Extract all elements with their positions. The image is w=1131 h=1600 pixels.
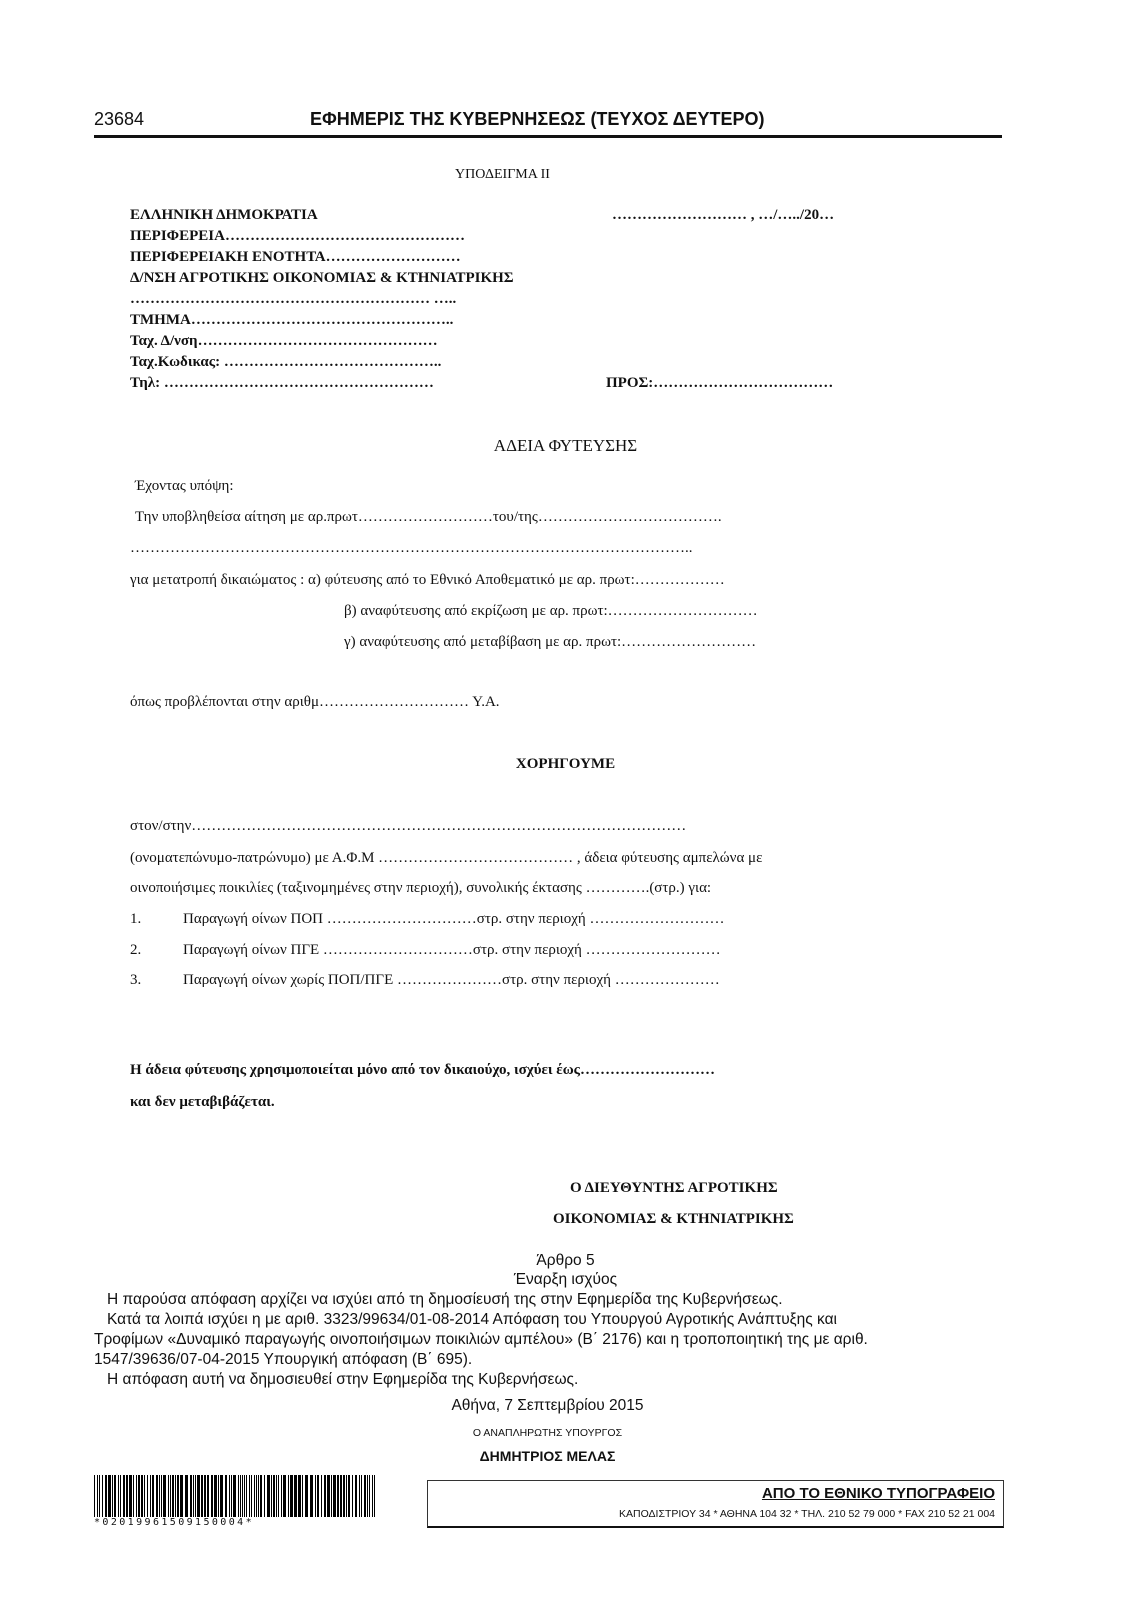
barcode-bar	[244, 1475, 245, 1517]
barcode-bar	[177, 1475, 179, 1517]
barcode-digits: *02019961509150004*	[94, 1517, 254, 1528]
journal-title: ΕΦΗΜΕΡΙΣ ΤΗΣ ΚΥΒΕΡΝΗΣΕΩΣ (ΤΕΥΧΟΣ ΔΕΥΤΕΡΟ)	[310, 109, 765, 129]
issuer-line: Δ/ΝΣΗ ΑΓΡΟΤΙΚΗΣ ΟΙΚΟΝΟΜΙΑΣ & ΚΤΗΝΙΑΤΡΙΚΗΣ	[130, 270, 514, 286]
minister-title: Ο ΑΝΑΠΛΗΡΩΤΗΣ ΥΠΟΥΡΓΟΣ	[472, 1427, 623, 1439]
barcode-bar	[94, 1475, 95, 1517]
publisher-box	[427, 1480, 1004, 1528]
barcode-bar	[133, 1475, 134, 1517]
barcode-bar	[317, 1475, 319, 1517]
barcode-bar	[185, 1475, 188, 1517]
conversion-option-a: για μετατροπή δικαιώματος : α) φύτευσης από το Εθνικό Αποθεματικό με αρ. πρωτ:………………	[130, 572, 725, 588]
barcode-bar	[168, 1475, 169, 1517]
signatory-title: Ο ΔΙΕΥΘΥΝΤΗΣ ΑΓΡΟΤΙΚΗΣ	[570, 1180, 778, 1196]
barcode-bar	[112, 1475, 113, 1517]
barcode-bar	[114, 1475, 116, 1517]
barcode-bar	[105, 1475, 107, 1517]
barcode-bar	[340, 1475, 342, 1517]
issuer-line: ΠΕΡΙΦΕΡΕΙΑΚΗ ΕΝΟΤΗΤΑ………………………	[130, 249, 461, 265]
non-transferable-notice: και δεν μεταβιβάζεται.	[130, 1094, 275, 1110]
barcode-bar	[118, 1475, 119, 1517]
barcode-bar	[352, 1475, 353, 1517]
barcode-bar	[233, 1475, 236, 1517]
issuer-line: ΠΕΡΙΦΕΡΕΙΑ…………………………………………	[130, 228, 465, 244]
publisher-name: ΑΠΟ ΤΟ ΕΘΝΙΚΟ ΤΥΠΟΓΡΑΦΕΙΟ	[761, 1485, 995, 1502]
barcode-bar	[374, 1475, 375, 1517]
barcode-bar	[159, 1475, 160, 1517]
grant-title: ΧΟΡΗΓΟΥΜΕ	[515, 756, 616, 772]
issuer-line: ΤΜΗΜΑ……………………………………………..	[130, 312, 454, 328]
article-paragraph: Τροφίμων «Δυναμικό παραγωγής οινοποιήσιμων ποικιλιών αμπέλου» (Β΄ 2176) και η τροποποιητική της με αριθ.	[94, 1331, 868, 1348]
article-number: Άρθρο 5	[536, 1252, 595, 1269]
barcode-bar	[144, 1475, 145, 1517]
signatory-department: ΟΙΚΟΝΟΜΙΑΣ & ΚΤΗΝΙΑΤΡΙΚΗΣ	[553, 1211, 794, 1227]
barcode-bar	[141, 1475, 143, 1517]
barcode-bar	[327, 1475, 330, 1517]
barcode-bar	[273, 1475, 275, 1517]
header-divider	[94, 135, 1002, 138]
article-paragraph: Κατά τα λοιπά ισχύει η με αριθ. 3323/99634/01-08-2014 Απόφαση του Υπουργού Αγροτικής Ανάπτυξης και	[107, 1311, 837, 1328]
list-item: Παραγωγή οίνων ΠΓΕ …………………………στρ. στην περιοχή ………………………	[183, 942, 721, 958]
barcode-bar	[367, 1475, 368, 1517]
list-item-number: 1.	[130, 911, 142, 927]
page-number: 23684	[94, 109, 145, 129]
barcode-bar	[276, 1475, 277, 1517]
barcode-bar	[207, 1475, 209, 1517]
dotted-line: …………………………………………………………………………………………………..	[130, 540, 693, 556]
minister-name: ΔΗΜΗΤΡΙΟΣ ΜΕΛΑΣ	[479, 1448, 616, 1464]
barcode-bar	[372, 1475, 373, 1517]
barcode-bar	[294, 1475, 297, 1517]
barcode-bar	[193, 1475, 194, 1517]
conversion-option-c: γ) αναφύτευσης από μεταβίβαση με αρ. πρωτ:………………………	[344, 634, 757, 650]
grant-recipient-line: στον/στην………………………………………………………………………………………	[130, 818, 687, 834]
barcode-bar	[346, 1475, 347, 1517]
barcode-bar	[251, 1475, 252, 1517]
barcode-bar	[249, 1475, 250, 1517]
publisher-address: ΚΑΠΟΔΙΣΤΡΙΟΥ 34 * ΑΘΗΝΑ 104 32 * ΤΗΛ. 210 52 79 000 * FAX 210 52 21 004	[619, 1508, 995, 1520]
barcode-bar	[240, 1475, 241, 1517]
barcode-bar	[120, 1475, 121, 1517]
article-paragraph: 1547/39636/07-04-2015 Υπουργική απόφαση (Β΄ 695).	[94, 1351, 473, 1368]
barcode-bar	[258, 1475, 259, 1517]
barcode-bar	[147, 1475, 148, 1517]
barcode-bar	[278, 1475, 279, 1517]
barcode-bar	[229, 1475, 230, 1517]
barcode-bar	[211, 1475, 213, 1517]
list-item: Παραγωγή οίνων χωρίς ΠΟΠ/ΠΓΕ …………………στρ. στην περιοχή …………………	[183, 972, 720, 988]
barcode-bar	[364, 1475, 366, 1517]
barcode-bar	[129, 1475, 132, 1517]
barcode-bar	[163, 1475, 166, 1517]
barcode-bar	[108, 1475, 111, 1517]
barcode-bar	[190, 1475, 192, 1517]
barcode-bar	[102, 1475, 103, 1517]
barcode-bar	[369, 1475, 370, 1517]
barcode-bar	[204, 1475, 206, 1517]
barcode-bar	[288, 1475, 289, 1517]
list-item: Παραγωγή οίνων ΠΟΠ …………………………στρ. στην περιοχή ………………………	[183, 911, 725, 927]
barcode-bar	[290, 1475, 293, 1517]
date-line: ……………………… , …/…../20…	[612, 207, 835, 223]
grant-tax-line: (ονοματεπώνυμο-πατρώνυμο) με Α.Φ.Μ ………………………………… , άδεια φύτευσης αμπελώνα με	[130, 850, 763, 866]
barcode-bar	[315, 1475, 316, 1517]
barcode-bar	[123, 1475, 125, 1517]
barcode-bar	[246, 1475, 247, 1517]
barcode-bar	[321, 1475, 322, 1517]
barcode-bar	[348, 1475, 350, 1517]
barcode-bar	[197, 1475, 200, 1517]
barcode-bar	[97, 1475, 98, 1517]
barcode-bar	[343, 1475, 345, 1517]
barcode-bar	[180, 1475, 183, 1517]
barcode-bar	[359, 1475, 360, 1517]
barcode-bar	[220, 1475, 223, 1517]
validity-notice: Η άδεια φύτευσης χρησιμοποιείται μόνο από τον δικαιούχο, ισχύει έως………………………	[130, 1062, 715, 1078]
barcode-bar	[126, 1475, 128, 1517]
barcode-bar	[361, 1475, 362, 1517]
barcode-bar	[99, 1475, 100, 1517]
barcode-bar	[264, 1475, 265, 1517]
barcode-bar	[283, 1475, 286, 1517]
barcode-bar	[333, 1475, 336, 1517]
barcode	[94, 1475, 376, 1517]
barcode-bar	[218, 1475, 219, 1517]
barcode-bar	[175, 1475, 176, 1517]
barcode-bar	[281, 1475, 282, 1517]
barcode-bar	[324, 1475, 326, 1517]
barcode-bar	[150, 1475, 151, 1517]
barcode-bar	[355, 1475, 357, 1517]
barcode-bar	[225, 1475, 227, 1517]
issuer-line: Ταχ. Δ/νση…………………………………………	[130, 333, 438, 349]
article-title: Έναρξη ισχύος	[513, 1271, 618, 1288]
barcode-bar	[238, 1475, 239, 1517]
barcode-bar	[298, 1475, 301, 1517]
barcode-bar	[302, 1475, 303, 1517]
barcode-bar	[267, 1475, 270, 1517]
issuer-line: ΕΛΛΗΝΙΚΗ ΔΗΜΟΚΡΑΤΙΑ	[130, 207, 318, 223]
document-title: ΑΔΕΙΑ ΦΥΤΕΥΣΗΣ	[493, 436, 638, 455]
barcode-bar	[214, 1475, 217, 1517]
barcode-bar	[152, 1475, 154, 1517]
barcode-bar	[195, 1475, 196, 1517]
barcode-bar	[331, 1475, 332, 1517]
barcode-bar	[260, 1475, 262, 1517]
article-paragraph: Η παρούσα απόφαση αρχίζει να ισχύει από τη δημοσίευσή της στην Εφημερίδα της Κυβερνήσεως.	[107, 1291, 783, 1308]
barcode-bar	[170, 1475, 171, 1517]
article-paragraph: Η απόφαση αυτή να δημοσιευθεί στην Εφημερίδα της Κυβερνήσεως.	[107, 1371, 579, 1388]
grant-area-line: οινοποιήσιμες ποικιλίες (ταξινομημένες στην περιοχή), συνολικής έκτασης ………….(στρ.) για:	[130, 880, 712, 896]
recipient-line: ΠΡΟΣ:………………………………	[606, 375, 834, 391]
barcode-bar	[136, 1475, 137, 1517]
barcode-bar	[156, 1475, 158, 1517]
considering-label: Έχοντας υπόψη:	[135, 478, 234, 494]
barcode-bar	[231, 1475, 232, 1517]
issuer-line: Τηλ: ………………………………………………	[130, 375, 434, 391]
list-item-number: 2.	[130, 942, 142, 958]
issuer-line: Ταχ.Κωδικας: ……………………………………..	[130, 354, 442, 370]
barcode-bar	[256, 1475, 257, 1517]
barcode-bar	[310, 1475, 313, 1517]
as-provided-line: όπως προβλέπονται στην αριθμ………………………… Υ.Α.	[130, 694, 500, 710]
application-line: Την υποβληθείσα αίτηση με αρ.πρωτ………………………του/της……………………………….	[135, 509, 722, 525]
barcode-bar	[201, 1475, 203, 1517]
issuer-line: …………………………………………………… …..	[130, 291, 457, 307]
form-label: ΥΠΟΔΕΙΓΜΑ ΙΙ	[455, 167, 550, 182]
barcode-bar	[254, 1475, 255, 1517]
barcode-bar	[337, 1475, 339, 1517]
list-item-number: 3.	[130, 972, 142, 988]
place-date: Αθήνα, 7 Σεπτεμβρίου 2015	[451, 1397, 644, 1414]
barcode-bar	[271, 1475, 272, 1517]
barcode-bar	[242, 1475, 243, 1517]
barcode-bar	[161, 1475, 162, 1517]
barcode-bar	[172, 1475, 174, 1517]
conversion-option-b: β) αναφύτευσης από εκρίζωση με αρ. πρωτ:…………………………	[344, 603, 758, 619]
barcode-bar	[305, 1475, 308, 1517]
barcode-bar	[138, 1475, 140, 1517]
